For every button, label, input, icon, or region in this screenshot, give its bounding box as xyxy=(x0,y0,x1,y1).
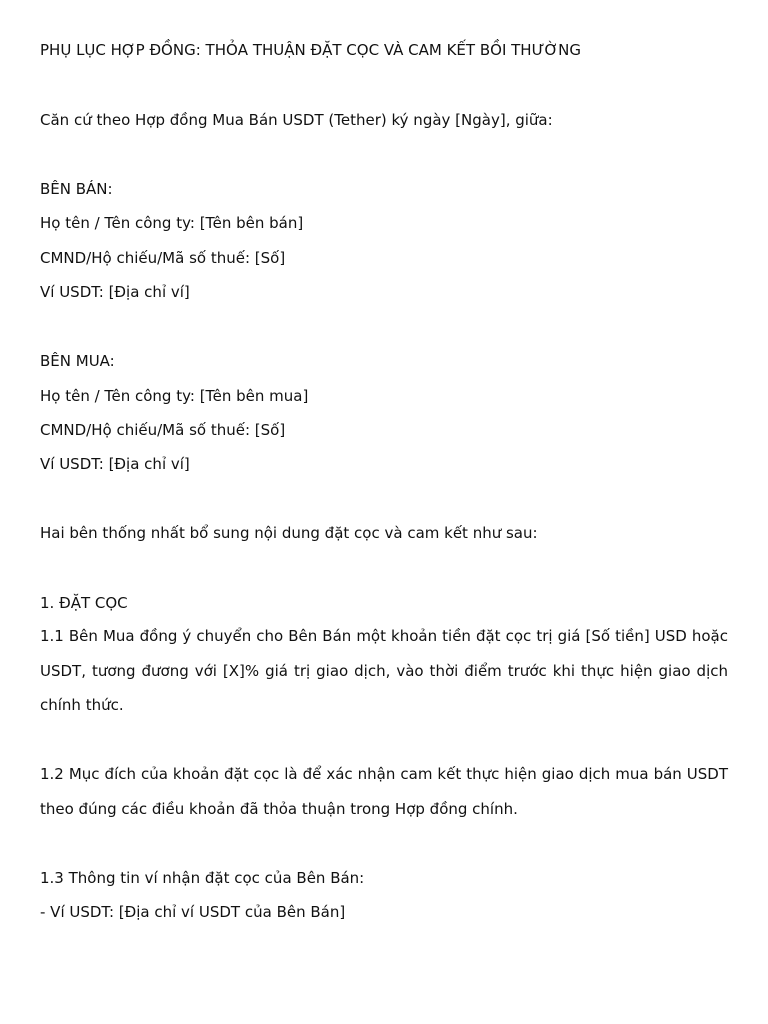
seller-heading: BÊN BÁN: xyxy=(40,180,113,198)
agreement-statement: Hai bên thống nhất bổ sung nội dung đặt cọc và cam kết như sau: xyxy=(40,524,538,542)
document-title: PHỤ LỤC HỢP ĐỒNG: THỎA THUẬN ĐẶT CỌC VÀ CAM KẾT BỒI THƯỜNG xyxy=(40,41,581,59)
contract-basis: Căn cứ theo Hợp đồng Mua Bán USDT (Tether) ký ngày [Ngày], giữa: xyxy=(40,111,553,129)
clause-1-2: 1.2 Mục đích của khoản đặt cọc là để xác nhận cam kết thực hiện giao dịch mua bán USDT theo đúng các điều khoản đã thỏa thuận trong Hợp đồng chính. xyxy=(40,765,728,818)
buyer-id: CMND/Hộ chiếu/Mã số thuế: [Số] xyxy=(40,421,286,439)
buyer-name: Họ tên / Tên công ty: [Tên bên mua] xyxy=(40,387,309,405)
clause-1-3-wallet: - Ví USDT: [Địa chỉ ví USDT của Bên Bán] xyxy=(40,903,346,921)
section-1-heading: 1. ĐẶT CỌC xyxy=(40,594,128,612)
clause-1-3-heading: 1.3 Thông tin ví nhận đặt cọc của Bên Bán: xyxy=(40,869,365,887)
seller-wallet: Ví USDT: [Địa chỉ ví] xyxy=(40,283,190,301)
buyer-wallet: Ví USDT: [Địa chỉ ví] xyxy=(40,455,190,473)
buyer-heading: BÊN MUA: xyxy=(40,352,115,370)
seller-id: CMND/Hộ chiếu/Mã số thuế: [Số] xyxy=(40,249,286,267)
seller-name: Họ tên / Tên công ty: [Tên bên bán] xyxy=(40,214,304,232)
clause-1-1: 1.1 Bên Mua đồng ý chuyển cho Bên Bán một khoản tiền đặt cọc trị giá [Số tiền] USD hoặc USDT, tương đương với [X]% giá trị giao dịch, vào thời điểm trước khi thực hiện giao dịch chính thức. xyxy=(40,627,728,714)
